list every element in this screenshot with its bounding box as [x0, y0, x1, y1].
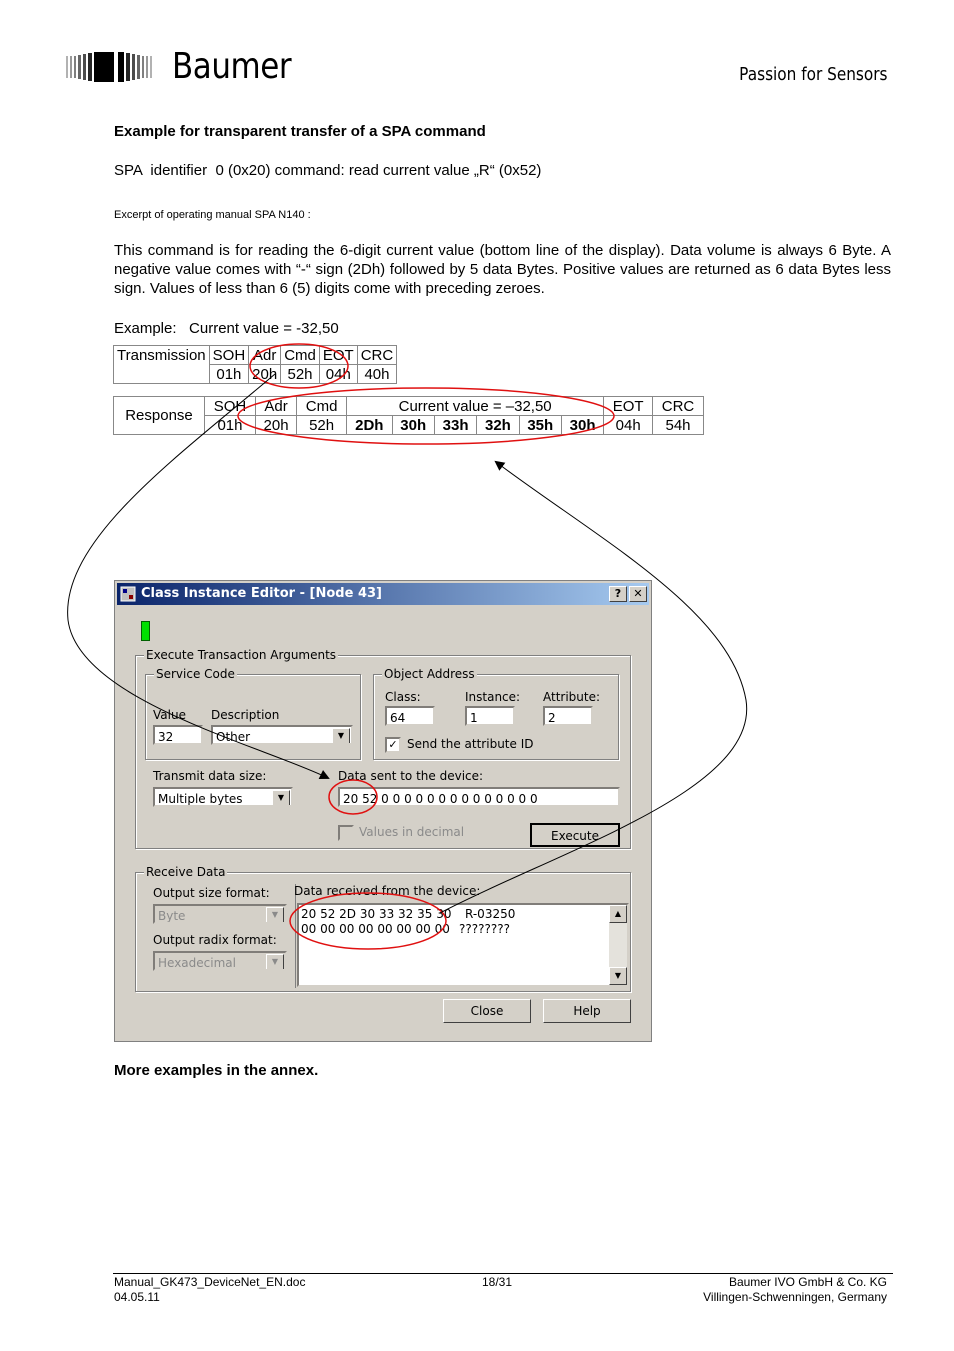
values-decimal-checkbox[interactable]	[338, 825, 354, 841]
baumer-logo-icon	[66, 52, 158, 82]
footer-filename: Manual_GK473_DeviceNet_EN.doc	[114, 1275, 306, 1289]
table-cell: 40h	[357, 365, 397, 384]
attribute-input[interactable]: 2	[543, 706, 593, 726]
section-heading: Example for transparent transfer of a SPA command	[114, 123, 486, 140]
table-header: EOT	[604, 397, 653, 416]
more-examples-note: More examples in the annex.	[114, 1062, 319, 1079]
output-radix-select[interactable]	[153, 951, 287, 971]
close-icon[interactable]: ✕	[629, 586, 647, 602]
transmit-size-label: Transmit data size:	[153, 769, 267, 783]
table-header: Adr	[249, 346, 281, 365]
class-input[interactable]: 64	[385, 706, 435, 726]
table-cell: 35h	[519, 416, 561, 435]
dialog-title: Class Instance Editor - [Node 43]	[141, 586, 382, 601]
execute-button[interactable]: Execute	[530, 823, 620, 847]
send-attribute-label: Send the attribute ID	[407, 737, 534, 751]
scrollbar[interactable]	[609, 905, 627, 985]
class-instance-editor-dialog	[114, 580, 652, 1042]
scroll-down-icon[interactable]: ▼	[609, 967, 627, 985]
table-cell: 2Dh	[347, 416, 393, 435]
tagline: Passion for Sensors	[739, 64, 888, 85]
data-received-area[interactable]	[297, 903, 629, 987]
scroll-up-icon[interactable]: ▲	[609, 905, 627, 923]
output-radix-value: Hexadecimal	[158, 956, 236, 970]
table-cell: 52h	[281, 365, 320, 384]
table-cell: 20h	[255, 416, 296, 435]
table-cell: 01h	[209, 365, 249, 384]
group-label: Service Code	[156, 667, 235, 681]
transmit-size-select[interactable]	[153, 787, 293, 807]
table-cell: 32h	[477, 416, 519, 435]
description-paragraph: This command is for reading the 6-digit current value (bottom line of the display). Data volume is always 6 Byte. A negative value comes with “-“ sign (2Dh) followed by 5 data Bytes. Positive values are returned as 6 data Bytes less sign. Values of less than 6 (5) digits come with preceding zeroes.	[114, 242, 891, 297]
output-radix-label: Output radix format:	[153, 933, 277, 947]
output-size-label: Output size format:	[153, 886, 270, 900]
help-button[interactable]: Help	[543, 999, 631, 1023]
app-icon	[120, 586, 136, 602]
example-line: Example: Current value = -32,50	[114, 320, 339, 337]
output-size-value: Byte	[158, 909, 186, 923]
description-select[interactable]	[211, 725, 353, 745]
instance-input[interactable]: 1	[465, 706, 515, 726]
table-cell: 54h	[653, 416, 704, 435]
description-label: Description	[211, 708, 280, 722]
data-sent-label: Data sent to the device:	[338, 769, 484, 783]
divider	[295, 884, 296, 988]
footer-rule	[113, 1273, 893, 1274]
value-input[interactable]: 32	[153, 725, 203, 745]
table-cell: 30h	[392, 416, 434, 435]
group-label: Object Address	[384, 667, 475, 681]
received-ascii-line: R-03250	[465, 907, 516, 921]
table-cell: 52h	[297, 416, 347, 435]
data-sent-input[interactable]: 20 52 0 0 0 0 0 0 0 0 0 0 0 0 0 0	[338, 787, 620, 807]
description-value: Other	[216, 730, 251, 744]
table-header: Cmd	[281, 346, 320, 365]
transmission-label: Transmission	[114, 346, 210, 365]
table-header: Adr	[255, 397, 296, 416]
brand-name: Baumer	[172, 46, 292, 87]
transmission-table	[113, 345, 397, 384]
table-header: EOT	[319, 346, 357, 365]
instance-label: Instance:	[465, 690, 521, 704]
value-label: Value	[153, 708, 186, 722]
class-label: Class:	[385, 690, 421, 704]
status-led-icon	[141, 621, 150, 641]
table-header: Current value = –32,50	[347, 397, 604, 416]
close-button[interactable]: Close	[443, 999, 531, 1023]
send-attribute-checkbox[interactable]: ✓	[385, 737, 401, 753]
table-header: CRC	[653, 397, 704, 416]
chevron-down-icon[interactable]: ▼	[266, 954, 284, 970]
output-size-select[interactable]	[153, 904, 287, 924]
group-label: Execute Transaction Arguments	[146, 648, 337, 662]
dialog-titlebar	[117, 583, 649, 605]
page-number: 18/31	[482, 1275, 513, 1289]
group-label: Receive Data	[146, 865, 226, 879]
response-table	[113, 396, 704, 435]
response-label: Response	[114, 397, 205, 435]
received-hex-line: 00 00 00 00 00 00 00 00	[301, 922, 450, 936]
received-ascii-line: ????????	[459, 922, 510, 936]
table-header: SOH	[205, 397, 256, 416]
footer-company: Baumer IVO GmbH & Co. KG	[728, 1275, 887, 1289]
chevron-down-icon[interactable]: ▼	[266, 907, 284, 923]
attribute-label: Attribute:	[543, 690, 601, 704]
footer-location: Villingen-Schwenningen, Germany	[703, 1290, 887, 1304]
help-icon[interactable]: ?	[609, 586, 627, 602]
table-header: Cmd	[297, 397, 347, 416]
table-cell: 33h	[434, 416, 476, 435]
chevron-down-icon[interactable]: ▼	[272, 790, 290, 806]
table-header: SOH	[209, 346, 249, 365]
table-cell: 20h	[249, 365, 281, 384]
table-header: CRC	[357, 346, 397, 365]
values-decimal-label: Values in decimal	[359, 825, 465, 839]
table-cell: 04h	[604, 416, 653, 435]
table-cell	[114, 365, 210, 384]
data-received-label: Data received from the device:	[294, 884, 481, 898]
table-cell: 04h	[319, 365, 357, 384]
footer-date: 04.05.11	[114, 1290, 160, 1304]
table-cell: 01h	[205, 416, 256, 435]
received-hex-line: 20 52 2D 30 33 32 35 30	[301, 907, 452, 921]
chevron-down-icon[interactable]: ▼	[332, 728, 350, 744]
identifier-line: SPA identifier 0 (0x20) command: read current value „R“ (0x52)	[114, 162, 542, 179]
transmit-size-value: Multiple bytes	[158, 792, 243, 806]
excerpt-note: Excerpt of operating manual SPA N140 :	[114, 209, 311, 221]
table-cell: 30h	[561, 416, 603, 435]
